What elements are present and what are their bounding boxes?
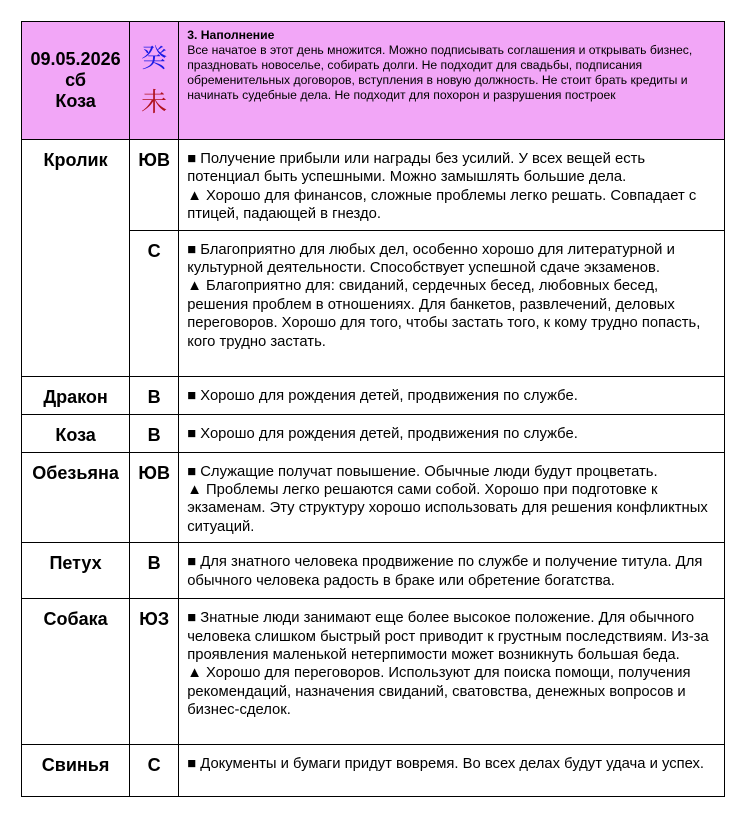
weekday-label: сб — [65, 70, 87, 90]
description-paragraph: ▲ Благоприятно для: свиданий, сердечных бесед, любовных бесед, решения проблем в отношениях. Для банкетов, развлечений, деловых переговоров. Хорошо для того, чтобы застать того, к кому трудно попасть, кого трудно застать. — [187, 278, 701, 350]
direction-label: С — [130, 230, 179, 376]
direction-description — [179, 230, 725, 376]
description-paragraph: ■ Служащие получат повышение. Обычные люди будут процветать. — [187, 463, 658, 480]
direction-label: В — [130, 414, 179, 452]
direction-label: ЮВ — [130, 140, 179, 231]
direction-description — [179, 376, 725, 414]
description-paragraph: ■ Для знатного человека продвижение по службе и получение титула. Для обычного человека радость в браке или обретение богатства. — [187, 554, 703, 589]
branch-glyph: 未 — [141, 87, 168, 118]
direction-label: С — [130, 745, 179, 797]
animal-row — [22, 599, 725, 745]
date-label: 09.05.2026 — [30, 49, 121, 69]
animal-row — [22, 376, 725, 414]
direction-description — [179, 543, 725, 599]
day-animal-label: Коза — [55, 91, 96, 111]
date-cell — [22, 22, 130, 140]
animal-name: Собака — [22, 599, 130, 745]
description-paragraph: ■ Документы и бумаги придут вовремя. Во всех делах будут удача и успех. — [187, 756, 705, 773]
day-description: Все начатое в этот день множится. Можно подписывать соглашения и открывать бизнес, праздновать новоселье, собирать долги. Не подходит для свадьбы, подписания обременительных договоров, вступления в новую должность. Не стоит брать кредиты и начинать судебные дела. Не подходит для похорон и разрушения построек — [187, 43, 693, 102]
stem-glyph: 癸 — [141, 43, 168, 74]
direction-label: ЮВ — [130, 452, 179, 543]
direction-label: ЮЗ — [130, 599, 179, 745]
description-paragraph: ■ Хорошо для рождения детей, продвижения по службе. — [187, 387, 578, 404]
description-paragraph: ■ Знатные люди занимают еще более высокое положение. Для обычного человека слишком быстрый рост приводит к грустным последствиям. Из-за проявления маленькой нетерпимости может возникнуть большая беда. — [187, 610, 709, 664]
animal-name: Свинья — [22, 745, 130, 797]
description-paragraph: ▲ Хорошо для переговоров. Используют для поиска помощи, получения рекомендаций, назначения свиданий, сватовства, денежных вопросов и бизнес-сделок. — [187, 665, 691, 719]
animal-row — [22, 414, 725, 452]
direction-description — [179, 140, 725, 231]
animal-row — [22, 543, 725, 599]
animal-name: Дракон — [22, 376, 130, 414]
direction-description — [179, 745, 725, 797]
animal-name: Коза — [22, 414, 130, 452]
direction-label: В — [130, 543, 179, 599]
direction-description — [179, 599, 725, 745]
header-row — [22, 22, 725, 140]
day-description-cell — [179, 22, 725, 140]
direction-description — [179, 452, 725, 543]
direction-description — [179, 414, 725, 452]
animal-name: Петух — [22, 543, 130, 599]
description-paragraph: ▲ Проблемы легко решаются сами собой. Хорошо при подготовке к экзаменам. Эту структуру хорошо использовать для решения конфликтных ситуаций. — [187, 482, 708, 535]
animal-row — [22, 140, 725, 231]
animal-name: Кролик — [22, 140, 130, 377]
description-paragraph: ▲ Хорошо для финансов, сложные проблемы легко решать. Совпадает с птицей, падающей в гнездо. — [187, 187, 697, 223]
day-calendar-table — [21, 21, 725, 797]
glyph-cell — [130, 22, 179, 140]
animal-row — [22, 452, 725, 543]
direction-label: В — [130, 376, 179, 414]
animal-name: Обезьяна — [22, 452, 130, 543]
day-title: 3. Наполнение — [187, 28, 275, 42]
description-paragraph: ■ Хорошо для рождения детей, продвижения по службе. — [187, 425, 578, 442]
description-paragraph: ■ Получение прибыли или награды без усилий. У всех вещей есть потенциал быть успешными. Можно замышлять большие дела. — [187, 151, 646, 186]
animal-row — [22, 745, 725, 797]
table-body — [22, 22, 725, 797]
description-paragraph: ■ Благоприятно для любых дел, особенно хорошо для литературной и культурной деятельности. Способствует успешной сдаче экзаменов. — [187, 241, 675, 277]
